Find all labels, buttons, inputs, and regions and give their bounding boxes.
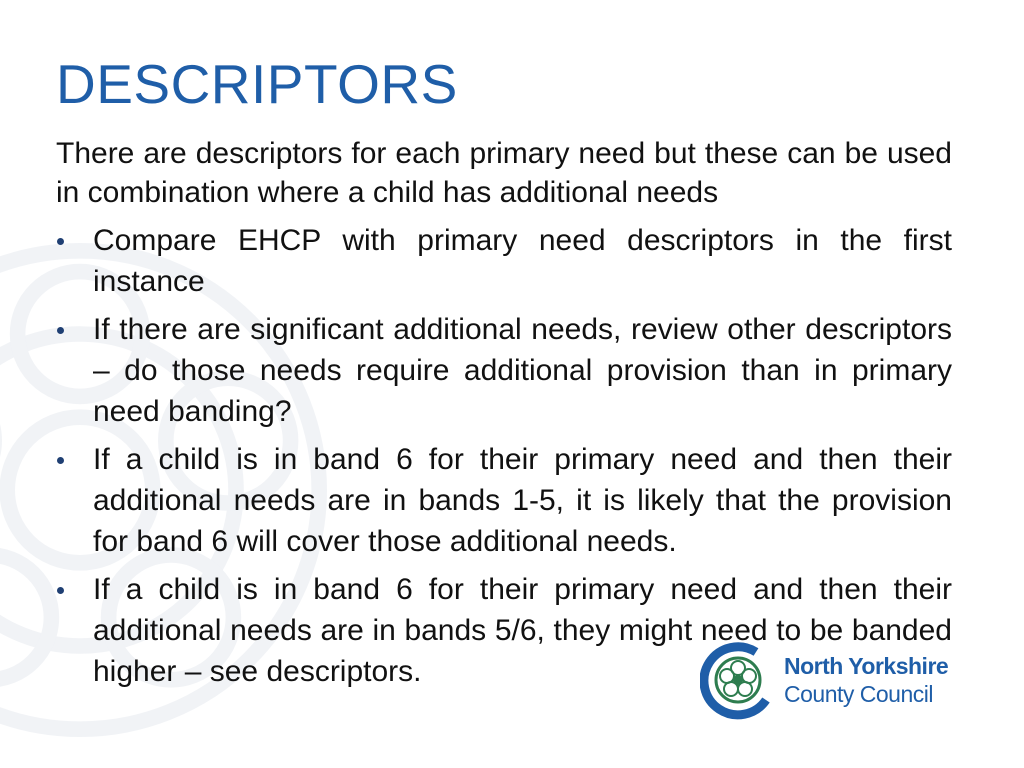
intro-paragraph: There are descriptors for each primary need but these can be used in combination where a child has additional needs	[56, 137, 952, 209]
bullet-text: If a child is in band 6 for their primary need and then their additional needs are in bands 1-5, it is likely that the provision for band 6 will cover those additional needs.	[93, 443, 952, 558]
bullet-dot-icon	[57, 327, 64, 334]
bullet-dot-icon	[57, 587, 64, 594]
slide-body	[56, 134, 952, 699]
bullet-item	[56, 439, 952, 562]
bullet-text: Compare EHCP with primary need descriptors in the first instance	[93, 224, 952, 298]
logo-subtitle: County Council	[784, 681, 933, 707]
council-logo	[700, 640, 990, 722]
bullet-list	[56, 220, 952, 692]
bullet-item	[56, 220, 952, 302]
bullet-dot-icon	[57, 457, 64, 464]
yorkshire-rose-emblem-icon	[700, 640, 780, 722]
bullet-dot-icon	[57, 238, 64, 245]
bullet-item	[56, 309, 952, 432]
bullet-text: If a child is in band 6 for their primary need and then their additional needs are in bands 5/6, they might need to be banded higher – see descriptors.	[93, 573, 952, 688]
bullet-text: If there are significant additional needs, review other descriptors – do those needs require additional provision than in primary need banding?	[93, 313, 952, 428]
logo-title: North Yorkshire	[784, 653, 949, 679]
slide-title: DESCRIPTORS	[56, 53, 458, 115]
